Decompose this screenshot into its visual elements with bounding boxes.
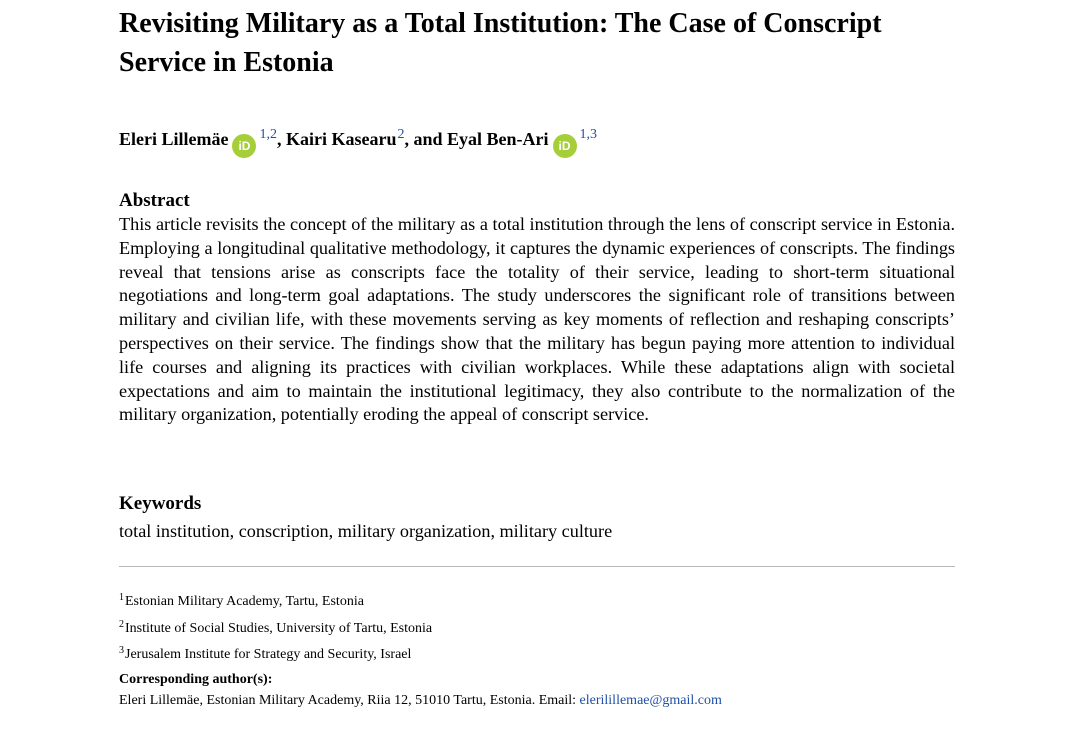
author-separator: , [276, 129, 282, 149]
paper-title: Revisiting Military as a Total Institution: The Case of Conscript Service in Estonia [119, 8, 882, 78]
corresponding-author-heading: Corresponding author(s): [119, 672, 273, 687]
abstract-heading: Abstract [119, 190, 190, 211]
affiliation-list [119, 587, 432, 667]
author-affiliation-link[interactable]: 1,3 [579, 127, 597, 142]
author-list [119, 121, 597, 158]
author-affiliation-link[interactable]: 2 [397, 127, 405, 142]
orcid-icon[interactable]: iD [553, 134, 577, 158]
footnote-divider [119, 566, 955, 567]
affiliation-text: Institute of Social Studies, University of Tartu, Estonia [125, 620, 433, 636]
author-name: Eleri Lillemäe [119, 129, 229, 149]
author-name: Eyal Ben-Ari [447, 129, 549, 149]
affiliation-number: 3 [119, 645, 124, 656]
author-separator: , and [404, 129, 443, 149]
affiliation-item [119, 587, 432, 614]
affiliation-text: Estonian Military Academy, Tartu, Estonia [125, 594, 364, 609]
affiliation-text: Jerusalem Institute for Strategy and Security, Israel [125, 647, 412, 662]
affiliation-item [119, 640, 432, 667]
affiliation-item [119, 614, 432, 641]
author-affiliation-link[interactable]: 1,2 [259, 127, 277, 142]
keywords-text: total institution, conscription, military organization, military culture [119, 521, 613, 541]
affiliation-number: 2 [119, 618, 124, 630]
email-link[interactable]: elerilillemae@gmail.com [579, 693, 722, 708]
orcid-icon[interactable]: iD [232, 134, 256, 158]
corresponding-author-details [119, 691, 722, 711]
corresponding-author-text: Eleri Lillemäe, Estonian Military Academy, Riia 12, 51010 Tartu, Estonia. Email: [119, 693, 580, 708]
abstract-text: This article revisits the concept of the military as a total institution through the lens of conscript service in Estonia. Employing a longitudinal qualitative methodology, it captures the dynamic experiences of conscripts. The findings reveal that tensions arise as conscripts face the totality of their service, leading to short-term situational negotiations and long-term goal adaptations. The study underscores the significant role of transitions between military and civilian life, with these movements serving as key moments of reflection and reshaping conscripts’ perspectives on their service. The findings show that the military has begun paying more attention to individual life courses and aligning its practices with civilian workplaces. While these adaptations align with societal expectations and aim to maintain the institutional legitimacy, they also contribute to the normalization of the military organization, potentially eroding the appeal of conscript service. [119, 214, 955, 425]
affiliation-number: 1 [119, 592, 124, 603]
keywords-heading: Keywords [119, 493, 202, 514]
author-name: Kairi Kasearu [285, 129, 397, 149]
